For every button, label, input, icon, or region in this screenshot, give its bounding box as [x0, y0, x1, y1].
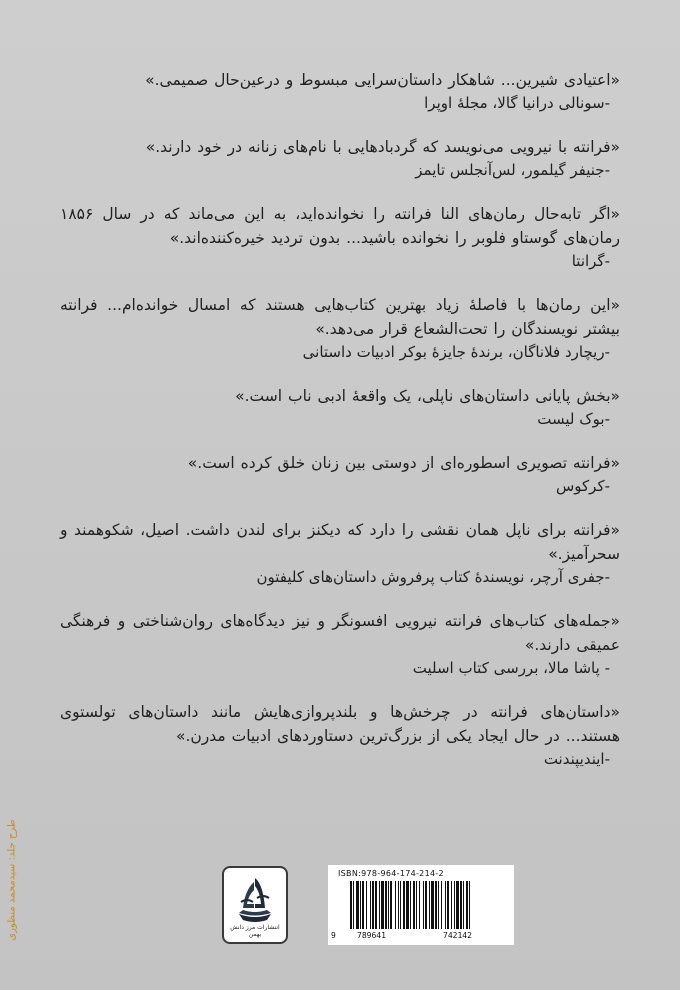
review-source: -ایندیپندنت — [543, 750, 610, 768]
barcode-bar — [410, 881, 411, 929]
barcode-left-digits: 789641 — [357, 931, 386, 940]
barcode-lead-digit: 9 — [331, 931, 336, 940]
barcode-bar — [456, 881, 459, 929]
barcode-bar — [425, 881, 427, 929]
review-list — [60, 68, 620, 791]
barcode-bar — [416, 881, 417, 929]
review-quote: «این رمان‌ها با فاصلۀ زیاد بهترین کتاب‌هایی هستند که امسال خوانده‌ام... فرانته بیشتر نویسندگان را تحت‌الشعاع قرار می‌دهد.» — [60, 296, 620, 338]
barcode-bar — [454, 881, 455, 929]
barcode-bars — [338, 881, 504, 933]
barcode-bar — [460, 881, 462, 929]
barcode-bar — [423, 881, 424, 929]
review-item — [60, 202, 620, 272]
barcode-bar — [419, 881, 420, 929]
barcode-bar — [370, 881, 371, 929]
review-item — [60, 293, 620, 363]
barcode-bar — [390, 881, 392, 929]
barcode-bar — [438, 881, 439, 929]
review-quote: «اعتیادی شیرین... شاهکار داستان‌سرایی مبسوط و درعین‌حال صمیمی.» — [145, 71, 620, 89]
barcode-bar — [379, 881, 380, 929]
review-source: -سونالی درانیا گالا، مجلۀ اوپرا — [424, 94, 610, 112]
barcode-bar — [366, 881, 367, 929]
review-item — [60, 700, 620, 770]
review-quote: «بخش پایانی داستان‌های ناپلی، یک واقعۀ ادبی ناب است.» — [235, 387, 620, 405]
barcode-bar — [406, 881, 409, 929]
barcode-bar — [447, 881, 449, 929]
review-source: -گرانتا — [571, 252, 610, 270]
barcode-bar — [469, 881, 470, 929]
review-item — [60, 68, 620, 114]
barcode-bar — [398, 881, 399, 929]
barcode-bar — [381, 881, 384, 929]
review-source: -کرکوس — [555, 477, 610, 495]
barcode-bar — [431, 881, 434, 929]
barcode-bar — [400, 881, 401, 929]
barcode-bar — [388, 881, 389, 929]
barcode-bar — [413, 881, 415, 929]
review-quote: «فرانته با نیرویی می‌نویسد که گردبادهایی با نام‌های زنانه در خود دارند.» — [145, 138, 620, 156]
publisher-name: انتشارات مرز دانش بهمن — [230, 924, 280, 938]
barcode-bar — [451, 881, 452, 929]
barcode-bar — [403, 881, 405, 929]
barcode-bar — [441, 881, 442, 929]
review-source: -بوک لیست — [537, 410, 610, 428]
barcode-bar — [385, 881, 387, 929]
review-source: - پاشا مالا، بررسی کتاب اسلیت — [412, 659, 610, 677]
barcode-bar — [350, 881, 352, 929]
review-source: -ریچارد فلاناگان، برندۀ جایزۀ بوکر ادبیات داستانی — [302, 343, 610, 361]
barcode-bar — [372, 881, 374, 929]
barcode-bar — [395, 881, 396, 929]
cover-designer-credit — [0, 790, 28, 970]
review-quote: «داستان‌های فرانته در چرخش‌ها و بلندپروازی‌هایش مانند داستان‌های تولستوی هستند... در حال ایجاد یکی از بزرگ‌ترین دستاوردهای ادبیات مدرن.» — [60, 703, 620, 745]
review-item — [60, 609, 620, 679]
review-source: -جنیفر گیلمور، لس‌آنجلس تایمز — [415, 161, 610, 179]
barcode-bar — [362, 881, 364, 929]
review-item — [60, 135, 620, 181]
designer-credit-text: طرح جلد: سیدمحمد منظوری — [6, 819, 18, 941]
barcode-bar — [429, 881, 430, 929]
barcode-bar — [356, 881, 359, 929]
review-quote: «اگر تابه‌حال رمان‌های النا فرانته را نخوانده‌اید، به این می‌ماند که در سال ۱۸۵۶ رمان‌های گوستاو فلوبر را نخوانده باشید... بدون تردید خیره‌کننده‌اند.» — [60, 205, 620, 247]
review-item — [60, 451, 620, 497]
barcode-bar — [435, 881, 437, 929]
review-source: -جفری آرچر، نویسندۀ کتاب پرفروش داستان‌های کلیفتون — [256, 568, 610, 586]
barcode-bar — [445, 881, 446, 929]
review-quote: «جمله‌های کتاب‌های فرانته نیرویی افسونگر و نیز دیدگاه‌های روان‌شناختی و فرهنگی عمیقی دارند.» — [60, 612, 620, 654]
barcode-right-digits: 742142 — [443, 931, 472, 940]
review-quote: «فرانته تصویری اسطوره‌ای از دوستی بین زنان خلق کرده است.» — [187, 454, 620, 472]
isbn-label: ISBN:978-964-174-214-2 — [338, 869, 444, 878]
ship-logo-icon — [233, 874, 277, 926]
barcode-bar — [463, 881, 464, 929]
publisher-logo — [222, 866, 288, 944]
barcode-bar — [375, 881, 377, 929]
barcode-bar — [360, 881, 361, 929]
barcode-bar — [353, 881, 354, 929]
review-quote: «فرانته برای ناپل همان نقشی را دارد که دیکنز برای لندن داشت. اصیل، شکوهمند و سحرآمیز.» — [60, 521, 620, 563]
barcode-bar — [466, 881, 468, 929]
barcode — [328, 865, 514, 945]
review-item — [60, 384, 620, 430]
review-item — [60, 518, 620, 588]
